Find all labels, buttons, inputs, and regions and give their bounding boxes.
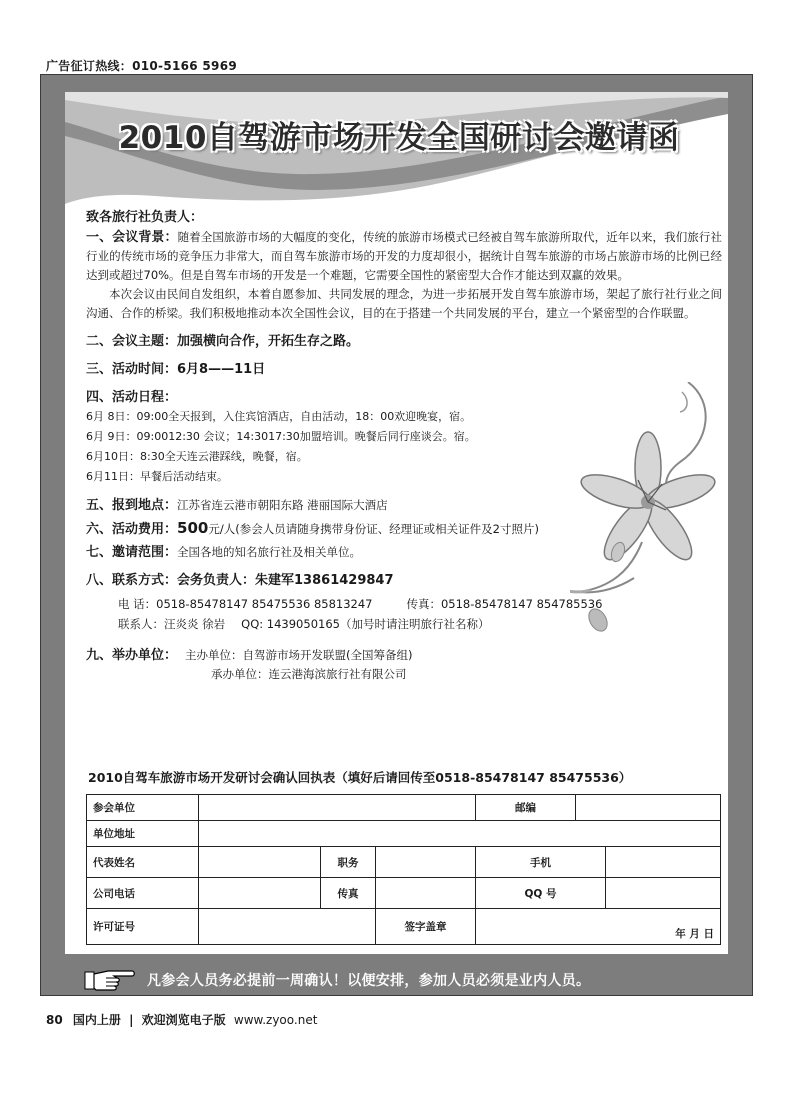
theme-heading: 二、会议主题： [86, 334, 178, 349]
label-license: 许可证号 [87, 909, 199, 945]
sign-date-field[interactable] [476, 909, 721, 945]
pointing-hand-icon [84, 967, 136, 993]
input-license[interactable] [199, 909, 376, 945]
label-rep-name: 代表姓名 [87, 847, 199, 878]
qq-value: QQ: 1439050165（加号时请注明旅行社名称） [241, 617, 490, 631]
label-qq: QQ 号 [476, 878, 606, 909]
theme-section [86, 332, 722, 351]
schedule-item: 6月10日：8:30全天连云港踩线，晚餐，宿。 [86, 450, 308, 463]
host-unit: 主办单位：自驾游市场开发联盟(全国筹备组) [185, 648, 413, 662]
background-para1: 随着全国旅游市场的大幅度的变化，传统的旅游市场模式已经被自驾车旅游所取代，近年以来，我们旅行社行业的传统市场的竞争压力非常大，而自驾车旅游市场的开发的力度却很小，据统计自驾车旅游的市场占旅游市场的比例已经达到或超过70%。但是自驾车市场的开发是一个难题，它需要全国性的紧密型大合作才能达到双赢的效果。 [86, 230, 722, 282]
footer-divider: | [129, 1013, 134, 1027]
input-mobile[interactable] [606, 847, 721, 878]
fee-amount: 500 [177, 519, 209, 537]
fee-heading: 六、活动费用： [86, 522, 178, 537]
label-fax: 传真 [321, 878, 376, 909]
contact-heading: 八、联系方式： [86, 573, 178, 588]
footer-slogan: 欢迎浏览电子版 [141, 1013, 226, 1027]
phone-label: 电 话： [118, 597, 157, 611]
schedule-item: 6月 8日：09:00全天报到，入住宾馆酒店，自由活动，18：00欢迎晚宴，宿。 [86, 410, 472, 423]
theme-text: 加强横向合作，开拓生存之路。 [177, 334, 360, 349]
page-title: 2010自驾游市场开发全国研讨会邀请函 [118, 120, 680, 156]
fax-value: 0518-85478147 854785536 [440, 597, 603, 611]
label-address: 单位地址 [87, 821, 199, 847]
schedule-heading: 四、活动日程： [86, 390, 178, 405]
contact-people-row [86, 614, 722, 634]
background-heading: 一、会议背景： [86, 230, 178, 245]
undertaker-unit: 承办单位：连云港海滨旅行社有限公司 [211, 667, 407, 681]
organizer-heading: 九、举办单位： [86, 648, 178, 663]
label-mobile: 手机 [476, 847, 606, 878]
contacts-label: 联系人： [118, 617, 164, 631]
time-heading: 三、活动时间： [86, 362, 178, 377]
table-row [87, 821, 721, 847]
scope-text: 全国各地的知名旅行社及相关单位。 [177, 545, 362, 559]
table-row [87, 795, 721, 821]
time-text: 6月8——11日 [177, 362, 266, 377]
contact-section [86, 571, 722, 634]
input-rep-name[interactable] [199, 847, 321, 878]
input-position[interactable] [376, 847, 476, 878]
label-company-phone: 公司电话 [87, 878, 199, 909]
scope-section [86, 543, 722, 562]
footer-section: 国内上册 [72, 1013, 121, 1027]
time-section [86, 360, 722, 379]
date-placeholder: 年 月 日 [675, 928, 715, 940]
input-qq[interactable] [606, 878, 721, 909]
page-number: 80 [46, 1013, 63, 1027]
page-footer [46, 1011, 317, 1028]
invitation-paper [65, 92, 728, 954]
input-unit[interactable] [199, 795, 476, 821]
ad-hotline: 广告征订热线：010-5166 5969 [46, 59, 238, 73]
venue-heading: 五、报到地点： [86, 498, 178, 513]
input-postcode[interactable] [576, 795, 721, 821]
footer-website-link[interactable]: www.zyoo.net [233, 1013, 318, 1027]
bottom-notice-bar [40, 965, 753, 995]
input-address[interactable] [199, 821, 721, 847]
fee-text: 元/人(参会人员请随身携带身份证、经理证或相关证件及2寸照片) [208, 522, 539, 536]
venue-text: 江苏省连云港市朝阳东路 港丽国际大酒店 [177, 498, 388, 512]
schedule-section [86, 388, 722, 487]
table-row [87, 847, 721, 878]
input-fax[interactable] [376, 878, 476, 909]
background-section [86, 228, 722, 285]
label-postcode: 邮编 [476, 795, 576, 821]
fax-label: 传真： [406, 597, 441, 611]
table-row [87, 878, 721, 909]
contact-phone-row [86, 594, 722, 614]
contacts-value: 汪炎炎 徐岩 [164, 617, 226, 631]
label-unit: 参会单位 [87, 795, 199, 821]
schedule-item: 6月11日：早餐后活动结束。 [86, 470, 228, 483]
notice-text: 凡参会人员务必提前一周确认！以便安排，参加人员必须是业内人员。 [147, 973, 591, 989]
scope-heading: 七、邀请范围： [86, 545, 178, 560]
salutation: 致各旅行社负责人： [86, 210, 204, 225]
label-position: 职务 [321, 847, 376, 878]
organizer-section [86, 646, 722, 684]
fee-section [86, 519, 722, 539]
venue-section [86, 496, 722, 515]
receipt-title: 2010自驾车旅游市场开发研讨会确认回执表（填好后请回传至0518-85478147 85475536） [88, 770, 632, 785]
input-company-phone[interactable] [199, 878, 321, 909]
phone-value: 0518-85478147 85475536 85813247 [156, 597, 373, 611]
label-sign: 签字盖章 [376, 909, 476, 945]
table-row [87, 909, 721, 945]
background-para2: 本次会议由民间自发组织，本着自愿参加、共同发展的理念，为进一步拓展开发自驾车旅游市场，架起了旅行社行业之间沟通、合作的桥梁。我们积极地推动本次全国性会议，目的在于搭建一个共同发展的平台，建立一个紧密型的合作联盟。 [86, 287, 722, 320]
schedule-item: 6月 9日：09:0012:30 会议；14:3017:30加盟培训。晚餐后同行座谈会。宿。 [86, 430, 476, 443]
invitation-body [86, 208, 722, 684]
receipt-form-table [86, 794, 721, 945]
contact-person: 会务负责人：朱建军13861429847 [177, 573, 394, 588]
